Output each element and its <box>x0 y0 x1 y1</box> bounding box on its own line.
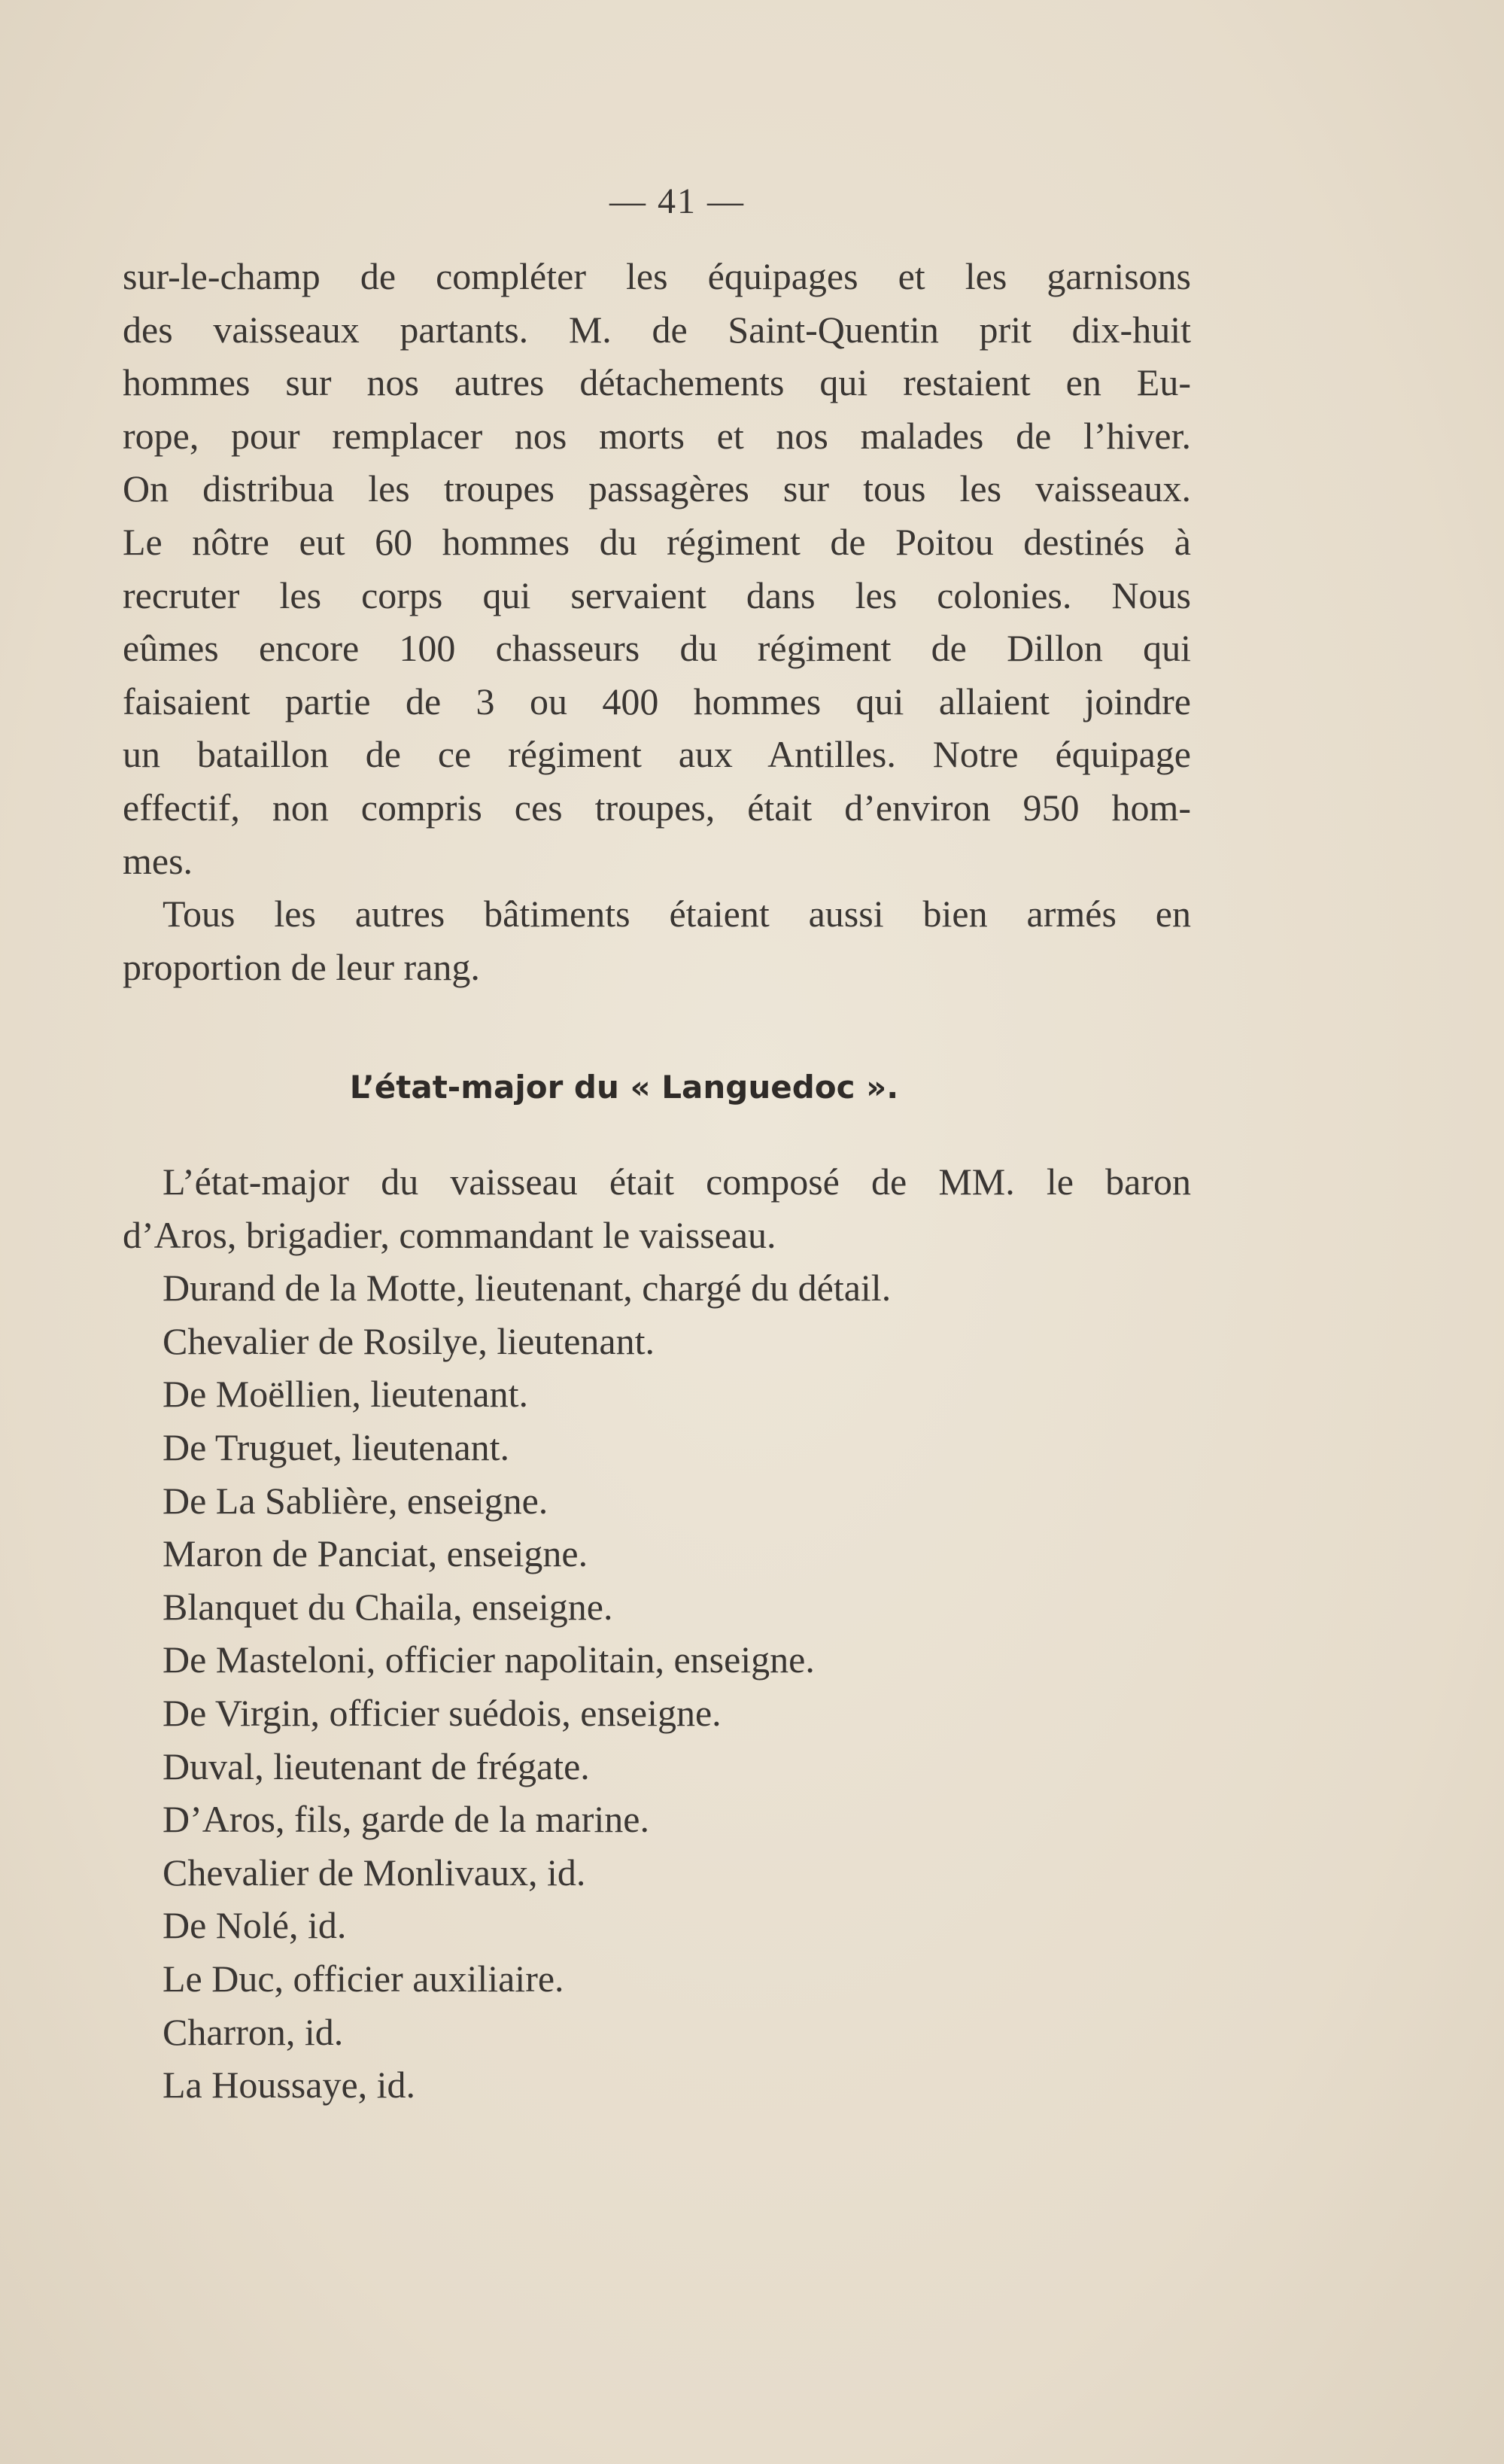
text-line: proportion de leur rang. <box>123 945 480 988</box>
staff-entry: Chevalier de Monlivaux, id. <box>163 1851 586 1894</box>
text-line: recruter les corps qui servaient dans les colonies. Nous <box>123 573 1191 616</box>
staff-entry: Durand de la Motte, lieutenant, chargé du détail. <box>163 1267 892 1310</box>
staff-intro-line: d’Aros, brigadier, commandant le vaisseau. <box>123 1213 776 1256</box>
text-line: des vaisseaux partants. M. de Saint-Quentin prit dix-huit <box>123 308 1191 351</box>
text-line: Le nôtre eut 60 hommes du régiment de Poitou destinés à <box>123 520 1191 563</box>
staff-entry: Le Duc, officier auxiliaire. <box>163 1957 564 2000</box>
staff-entry: Chevalier de Rosilye, lieutenant. <box>163 1319 655 1362</box>
text-line: hommes sur nos autres détachements qui restaient en Eu- <box>123 361 1191 404</box>
staff-entry: D’Aros, fils, garde de la marine. <box>163 1798 649 1841</box>
text-line: effectif, non compris ces troupes, était d’environ 950 hom- <box>123 786 1191 829</box>
section-heading-text: L’état-major du « Languedoc ». <box>349 1069 899 1106</box>
section-heading <box>0 1069 1504 1106</box>
text-line: un bataillon de ce régiment aux Antilles. Notre équipage <box>123 733 1191 776</box>
staff-entry: Maron de Panciat, enseigne. <box>163 1532 588 1575</box>
staff-entry: Charron, id. <box>163 2010 344 2053</box>
staff-list <box>123 1155 1191 2112</box>
text-line: sur-le-champ de compléter les équipages et les garnisons <box>123 255 1191 297</box>
staff-entry: La Houssaye, id. <box>163 2064 416 2107</box>
staff-entry: Blanquet du Chaila, enseigne. <box>163 1585 613 1628</box>
text-line: On distribua les troupes passagères sur tous les vaisseaux. <box>123 467 1191 510</box>
text-line: Tous les autres bâtiments étaient aussi bien armés en <box>163 893 1191 935</box>
staff-entry: De Truguet, lieutenant. <box>163 1425 510 1468</box>
staff-entry: Duval, lieutenant de frégate. <box>163 1745 590 1787</box>
staff-entry: De Moëllien, lieutenant. <box>163 1373 528 1416</box>
staff-entry: De Masteloni, officier napolitain, enseigne. <box>163 1638 815 1681</box>
staff-entry: De Nolé, id. <box>163 1904 347 1947</box>
text-line: faisaient partie de 3 ou 400 hommes qui allaient joindre <box>123 680 1191 722</box>
staff-entry: De La Sablière, enseigne. <box>163 1479 548 1522</box>
text-line: mes. <box>123 839 193 882</box>
paragraph-troops <box>123 250 1191 993</box>
staff-entry: De Virgin, officier suédois, enseigne. <box>163 1691 722 1734</box>
text-line: rope, pour remplacer nos morts et nos malades de l’hiver. <box>123 414 1191 457</box>
text-line: eûmes encore 100 chasseurs du régiment de Dillon qui <box>123 627 1191 670</box>
page-number: — 41 — <box>609 181 745 221</box>
staff-intro-line: L’état-major du vaisseau était composé de MM. le baron <box>163 1161 1191 1203</box>
